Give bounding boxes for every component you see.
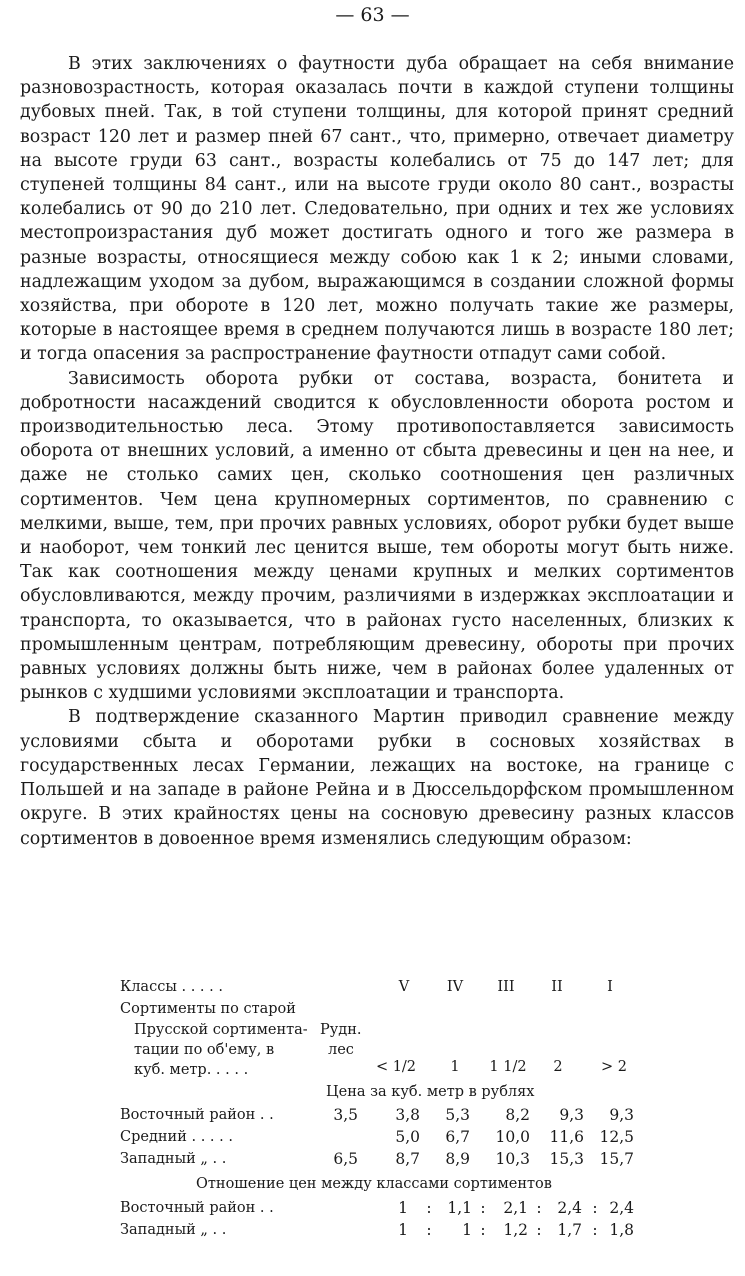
- ratio-cell: 1: [398, 1199, 408, 1217]
- rudn-label: лес: [328, 1042, 354, 1058]
- ratio-colon: :: [426, 1221, 432, 1239]
- ratio-cell: 1,2: [503, 1221, 528, 1239]
- page-number: — 63 —: [335, 4, 410, 26]
- ratio-cell: 2,4: [609, 1199, 634, 1217]
- classes-label: Классы . . . . .: [120, 979, 223, 995]
- price-cell: 8,9: [445, 1150, 470, 1168]
- row-label: Средний . . . . .: [120, 1129, 233, 1145]
- ratio-cell: 1: [462, 1221, 472, 1239]
- price-cell: 3,5: [333, 1106, 358, 1124]
- row-label: Восточный район . .: [120, 1200, 274, 1216]
- price-cell: 5,0: [395, 1128, 420, 1146]
- price-cell: 11,6: [549, 1128, 584, 1146]
- price-cell: 15,7: [599, 1150, 634, 1168]
- ratio-cell: 1: [398, 1221, 408, 1239]
- volume-cell: 2: [553, 1059, 563, 1075]
- class-header: III: [497, 979, 515, 995]
- price-cell: 12,5: [599, 1128, 634, 1146]
- paragraph: В этих заключениях о фаутности дуба обращает на себя внимание разновозрастность, которая оказалась почти в каждой ступени толщины дубовых пней. Так, в той ступени толщины, для которой принят средний возраст 120 лет и размер пней 67 сант., что, примерно, отвечает диаметру на высоте груди 63 сант., возрасты колебались от 75 до 147 лет; для ступеней толщины 84 сант., или на высоте груди около 80 сант., возрасты колебались от 90 до 210 лет. Следовательно, при одних и тех же условиях местопроизрастания дуб может достигать одного и того же размера в разные возрасты, относящиеся между собою как 1 к 2; иными словами, надлежащим уходом за дубом, выражающимся в создании сложной формы хозяйства, при обороте в 120 лет, можно получать такие же размеры, которые в настоящее время в среднем получаются лишь в возрасте 180 лет; и тогда опасения за распространение фаутности отпадут сами собой.: [20, 54, 734, 365]
- paragraph: Зависимость оборота рубки от состава, возраста, бонитета и добротности насаждений сводится к обусловленности оборота ростом и производительностью леса. Этому противопоставляется зависимость оборота от внешних условий, а именно от сбыта древесины и цен на нее, и даже не столько самих цен, сколько соотношения цен различных сортиментов. Чем цена крупномерных сортиментов, по сравнению с мелкими, выше, тем, при прочих равных условиях, оборот рубки будет выше и наоборот, чем тонкий лес ценится выше, тем обороты могут быть ниже. Так как соотношения между ценами крупных и мелких сортиментов обусловливаются, между прочим, различиями в издержках эксплоатации и транспорта, то оказывается, что в районах густо населенных, близких к промышленным центрам, потребляющим древесину, обороты при прочих равных условиях должны быть ниже, чем в районах более удаленных от рынков с худшими условиями эксплоатации и транспорта.: [20, 368, 734, 704]
- ratio-cell: 2,1: [503, 1199, 528, 1217]
- ratio-colon: :: [536, 1221, 542, 1239]
- ratio-header: Отношение цен между классами сортиментов: [196, 1176, 552, 1192]
- ratio-cell: 1,8: [609, 1221, 634, 1239]
- assortment-label: Сортименты по старой: [120, 1001, 296, 1017]
- price-cell: 5,3: [445, 1106, 470, 1124]
- rudn-label: Рудн.: [320, 1022, 362, 1038]
- ratio-colon: :: [592, 1199, 598, 1217]
- assortment-label: тации по об'ему, в: [134, 1042, 275, 1058]
- price-cell: 8,2: [505, 1106, 530, 1124]
- price-cell: 9,3: [559, 1106, 584, 1124]
- ratio-colon: :: [480, 1221, 486, 1239]
- price-cell: 15,3: [549, 1150, 584, 1168]
- paragraph: В подтверждение сказанного Мартин приводил сравнение между условиями сбыта и оборотами рубки в сосновых хозяйствах в государственных лесах Германии, лежащих на востоке, на границе с Польшей и на западе в районе Рейна и в Дюссельдорфском промышленном округе. В этих крайностях цены на сосновую древесину разных классов сортиментов в довоенное время изменялись следующим образом:: [20, 707, 734, 849]
- price-header: Цена за куб. метр в рублях: [326, 1084, 535, 1100]
- assortment-label: куб. метр. . . . .: [134, 1062, 249, 1078]
- ratio-colon: :: [536, 1199, 542, 1217]
- ratio-cell: 1,1: [447, 1199, 472, 1217]
- price-cell: 3,8: [395, 1106, 420, 1124]
- ratio-colon: :: [426, 1199, 432, 1217]
- row-label: Западный „ . .: [120, 1222, 227, 1238]
- class-header: I: [607, 979, 613, 995]
- ratio-cell: 1,7: [557, 1221, 582, 1239]
- ratio-colon: :: [592, 1221, 598, 1239]
- class-header: V: [398, 979, 410, 995]
- volume-cell: > 2: [601, 1059, 627, 1075]
- price-cell: 10,0: [495, 1128, 530, 1146]
- price-cell: 8,7: [395, 1150, 420, 1168]
- assortment-label: Прусской сортимента-: [134, 1022, 308, 1038]
- price-cell: 10,3: [495, 1150, 530, 1168]
- volume-cell: 1: [450, 1059, 460, 1075]
- class-header: II: [551, 979, 563, 995]
- row-label: Западный „ . .: [120, 1151, 227, 1167]
- price-cell: 6,5: [333, 1150, 358, 1168]
- price-cell: 6,7: [445, 1128, 470, 1146]
- volume-cell: 1 1/2: [489, 1059, 527, 1075]
- volume-cell: < 1/2: [375, 1059, 417, 1075]
- ratio-cell: 2,4: [557, 1199, 582, 1217]
- price-cell: 9,3: [609, 1106, 634, 1124]
- class-header: IV: [446, 979, 464, 995]
- ratio-colon: :: [480, 1199, 486, 1217]
- row-label: Восточный район . .: [120, 1107, 274, 1123]
